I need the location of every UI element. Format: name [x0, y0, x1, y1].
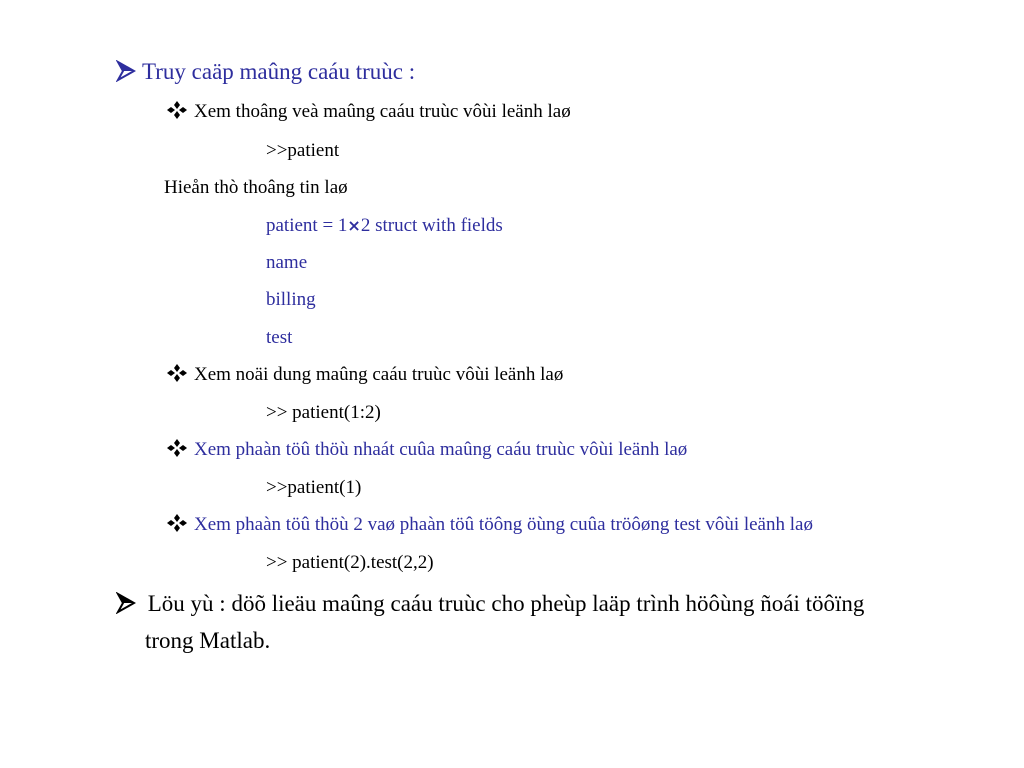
output-text-after: 2 struct with fields	[360, 215, 503, 236]
field-billing-text: billing	[266, 289, 316, 310]
times-sign: ×	[347, 216, 361, 235]
four-diamond-bullet-icon	[166, 438, 188, 458]
command-line	[266, 401, 381, 425]
command-line	[266, 551, 434, 575]
output-field-billing	[266, 288, 316, 312]
display-label-text: Hieån thò thoâng tin laø	[164, 177, 348, 198]
output-text-before: patient = 1	[266, 215, 348, 236]
command-text: >> patient(2).test(2,2)	[266, 552, 434, 573]
bullet-item-content	[166, 363, 563, 387]
command-text: >>patient	[266, 140, 340, 161]
four-diamond-bullet-icon	[166, 363, 188, 383]
output-field-test	[266, 326, 292, 350]
bullet-item-info	[166, 100, 571, 124]
bullet-text: Xem phaàn töû thöù 2 vaø phaàn töû töông öùng cuûa tröôøng test vôùi leänh laø	[194, 514, 813, 535]
slide-heading	[116, 57, 415, 87]
bullet-text: Xem phaàn töû thöù nhaát cuûa maûng caáu truùc vôùi leänh laø	[194, 439, 688, 460]
note-text-1: Löu yù : döõ lieäu maûng caáu truùc cho pheùp laäp trình höôùng ñoái töôïng	[142, 591, 865, 616]
field-test-text: test	[266, 327, 293, 348]
arrowhead-bullet-icon	[116, 60, 136, 82]
note-text-2: trong Matlab.	[145, 628, 271, 653]
command-text: >> patient(1:2)	[266, 402, 381, 423]
output-line-struct	[266, 214, 503, 238]
command-line	[266, 139, 339, 163]
command-line	[266, 476, 361, 500]
bullet-item-second-element	[166, 513, 813, 537]
note-line-1	[116, 589, 864, 619]
note-line-2	[145, 626, 270, 656]
bullet-item-first-element	[166, 438, 687, 462]
four-diamond-bullet-icon	[166, 513, 188, 533]
heading-text: Truy caäp maûng caáu truùc :	[142, 59, 416, 84]
bullet-text: Xem noäi dung maûng caáu truùc vôùi leänh laø	[194, 364, 564, 385]
command-text: >>patient(1)	[266, 477, 362, 498]
four-diamond-bullet-icon	[166, 100, 188, 120]
arrowhead-bullet-icon	[116, 592, 136, 614]
field-name-text: name	[266, 252, 308, 273]
output-field-name	[266, 251, 307, 275]
bullet-text: Xem thoâng veà maûng caáu truùc vôùi leänh laø	[194, 101, 571, 122]
display-label	[164, 176, 348, 200]
